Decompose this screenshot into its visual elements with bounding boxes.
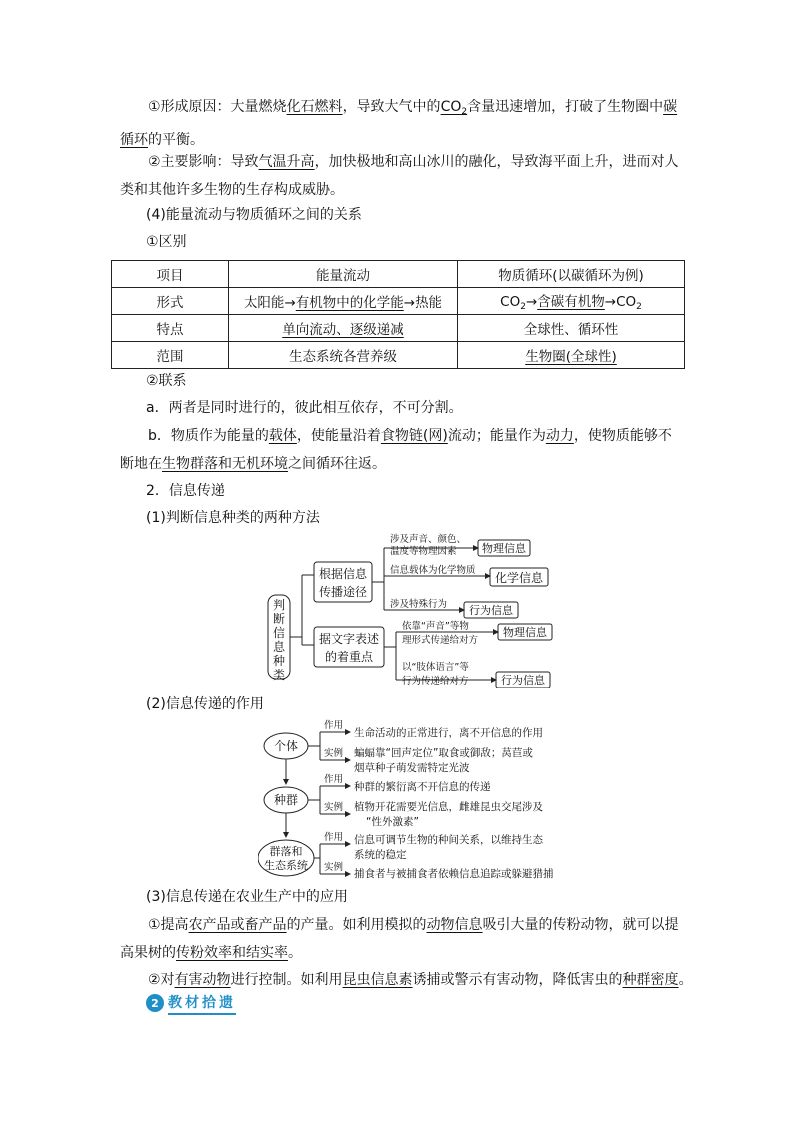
underlined-term: 生物圈(全球性) <box>525 349 617 365</box>
header-cell: 项目 <box>112 261 229 288</box>
underlined-term: 动物信息 <box>426 917 483 933</box>
role-tag: 作用 <box>324 774 344 785</box>
underlined-term: 单向流动、逐级递减 <box>282 322 404 338</box>
subscript: 2 <box>461 107 468 117</box>
example-text: 烟草种子萌发需特定光波 <box>354 762 470 774</box>
result-label: 行为信息 <box>469 604 513 617</box>
text: 的产量。如利用模拟的 <box>286 917 427 933</box>
arrow-icon: → <box>525 294 538 310</box>
underlined-term: 农产品或畜产品 <box>188 917 287 933</box>
text: b．物质作为能量的 <box>148 428 269 444</box>
arrow-icon: → <box>403 295 416 311</box>
line-label: 以“肢体语言”等 <box>402 662 469 673</box>
table-cell <box>229 315 458 342</box>
text: ，使物质能够不断地在 <box>120 428 672 472</box>
line-label: 温度等物理因素 <box>390 546 457 557</box>
table-row <box>112 342 685 369</box>
line-label: 涉及特殊行为 <box>390 599 448 610</box>
branch-label: 据文字表述 <box>318 632 380 646</box>
header-cell: 物质循环(以碳循环为例) <box>458 261 685 288</box>
branch-label: 传播途径 <box>318 585 368 599</box>
example-text: 蝙蝠靠“回声定位”取食或御敌；莴苣或 <box>354 747 533 759</box>
arrow-icon: → <box>284 295 296 311</box>
node-label: 生态系统 <box>264 859 308 872</box>
line-label: 涉及声音、颜色、 <box>390 534 467 545</box>
underlined-term: 昆虫信息素 <box>342 972 413 988</box>
root-char: 判 <box>272 598 286 612</box>
underlined-co2 <box>441 99 468 115</box>
section-badge <box>146 993 236 1013</box>
text: 进行控制。如利用 <box>230 972 343 988</box>
table-cell: 全球性、循环性 <box>458 315 685 342</box>
result-label: 物理信息 <box>482 542 526 555</box>
badge-number-icon: 2 <box>146 994 164 1012</box>
text: 热能 <box>415 295 443 311</box>
table-cell <box>229 288 458 315</box>
info-role-diagram <box>258 716 570 884</box>
underlined-term: 化石燃料 <box>286 99 343 115</box>
subscript: 2 <box>520 302 526 312</box>
line-label: 信息载体为化学物质 <box>390 565 476 576</box>
paragraph-formation-cause <box>120 93 680 154</box>
badge-title: 教材拾遗 <box>168 992 236 1015</box>
underlined-term: 有害动物 <box>174 972 231 988</box>
subheading-connection: ②联系 <box>146 373 187 389</box>
text: 之间循环往返。 <box>288 456 386 472</box>
example-tag: 实例 <box>324 802 344 813</box>
underlined-term: 动力 <box>545 428 574 444</box>
text: ②主要影响：导致 <box>148 154 259 170</box>
text: ，导致大气中的 <box>342 99 441 115</box>
root-char: 断 <box>272 612 286 626</box>
text: 含量迅速增加，打破了生物圈中 <box>467 99 664 115</box>
text: 的平衡。 <box>148 132 204 148</box>
row-label: 形式 <box>112 288 229 315</box>
subheading-difference: ①区别 <box>146 234 187 250</box>
text: 流动；能量作为 <box>447 428 546 444</box>
role-text: 种群的繁衍离不开信息的传递 <box>354 781 491 793</box>
table-header-row <box>112 261 685 288</box>
paragraph-main-impact <box>120 148 680 204</box>
branch-label: 根据信息 <box>318 567 368 581</box>
root-char: 类 <box>272 668 286 682</box>
text: ①形成原因：大量燃烧 <box>148 99 287 115</box>
root-char: 信 <box>272 626 286 640</box>
subheading-role: (2)信息传递的作用 <box>146 696 264 712</box>
role-tag: 作用 <box>324 832 344 843</box>
subheading-agriculture: (3)信息传递在农业生产中的应用 <box>146 889 348 905</box>
row-label: 范围 <box>112 342 229 369</box>
role-tag: 作用 <box>324 720 344 731</box>
text: ，加快极地和高山冰川的融化，导致海平面上升，进而对人类和其他许多生物的生存构成威胁。 <box>120 154 679 198</box>
text: 吸引大量的传粉动物，就可以提高果树的 <box>120 917 679 961</box>
comparison-table <box>111 260 685 369</box>
line-label: 理形式传递给对方 <box>402 635 479 646</box>
table-cell <box>458 342 685 369</box>
section-heading-2: 2．信息传递 <box>146 483 225 499</box>
line-label: 行为传递给对方 <box>402 676 469 687</box>
node-label: 种群 <box>273 793 299 807</box>
underlined-term: 种群密度 <box>622 972 679 988</box>
text: ②对 <box>148 972 175 988</box>
paragraph-yield <box>120 911 680 967</box>
text: 。 <box>288 945 302 961</box>
branch-label: 的着重点 <box>324 650 374 664</box>
co2-text: CO <box>440 99 462 115</box>
row-label: 特点 <box>112 315 229 342</box>
text: CO <box>616 294 637 310</box>
result-label: 行为信息 <box>501 674 545 687</box>
underlined-term: 生物群落和无机环境 <box>162 456 288 472</box>
text: ①提高 <box>148 917 189 933</box>
underlined-term: 碳循环 <box>120 99 678 148</box>
info-type-diagram <box>260 530 570 688</box>
text: CO <box>500 294 521 310</box>
text: 太阳能 <box>243 295 285 311</box>
example-text: 植物开花需要光信息，雌雄昆虫交尾涉及 <box>354 801 543 813</box>
arrow-icon: → <box>604 294 617 310</box>
result-label: 化学信息 <box>494 571 544 585</box>
paragraph-a: a．两者是同时进行的，彼此相互依存，不可分割。 <box>146 400 463 416</box>
root-char: 种 <box>272 654 286 668</box>
underlined-term: 气温升高 <box>258 154 315 170</box>
node-label: 个体 <box>273 739 299 753</box>
table-cell <box>458 288 685 315</box>
example-text: 捕食者与被捕食者依赖信息追踪或躲避猎捕 <box>354 868 554 880</box>
text: 诱捕或警示有害动物，降低害虫的 <box>412 972 623 988</box>
underlined-term: 食物链(网) <box>380 428 448 444</box>
underlined-term: 含碳有机物 <box>537 294 605 310</box>
paragraph-b <box>120 422 680 478</box>
paragraph-pest-control <box>120 966 700 994</box>
example-text: “性外激素” <box>366 816 419 828</box>
section-heading-4: (4)能量流动与物质循环之间的关系 <box>146 207 362 223</box>
table-row <box>112 315 685 342</box>
underlined-term: 有机物中的化学能 <box>295 295 404 311</box>
node-label: 群落和 <box>269 845 303 858</box>
text: ，使能量沿着 <box>296 428 381 444</box>
underlined-term: 载体 <box>268 428 297 444</box>
root-char: 息 <box>272 640 286 654</box>
line-label: 依靠“声音”等物 <box>402 621 469 632</box>
result-label: 物理信息 <box>503 626 547 639</box>
example-tag: 实例 <box>324 862 344 873</box>
table-row <box>112 288 685 315</box>
table-cell: 生态系统各营养级 <box>229 342 458 369</box>
subheading-methods: (1)判断信息种类的两种方法 <box>146 510 320 526</box>
example-tag: 实例 <box>324 748 344 759</box>
role-text: 信息可调节生物的种间关系，以维持生态 <box>354 834 543 846</box>
role-text: 生命活动的正常进行，离不开信息的作用 <box>354 727 543 739</box>
underlined-term: 传粉效率和结实率 <box>176 945 288 961</box>
subscript: 2 <box>636 302 642 312</box>
role-text: 系统的稳定 <box>354 849 407 861</box>
header-cell: 能量流动 <box>229 261 458 288</box>
text: 。 <box>678 972 693 988</box>
